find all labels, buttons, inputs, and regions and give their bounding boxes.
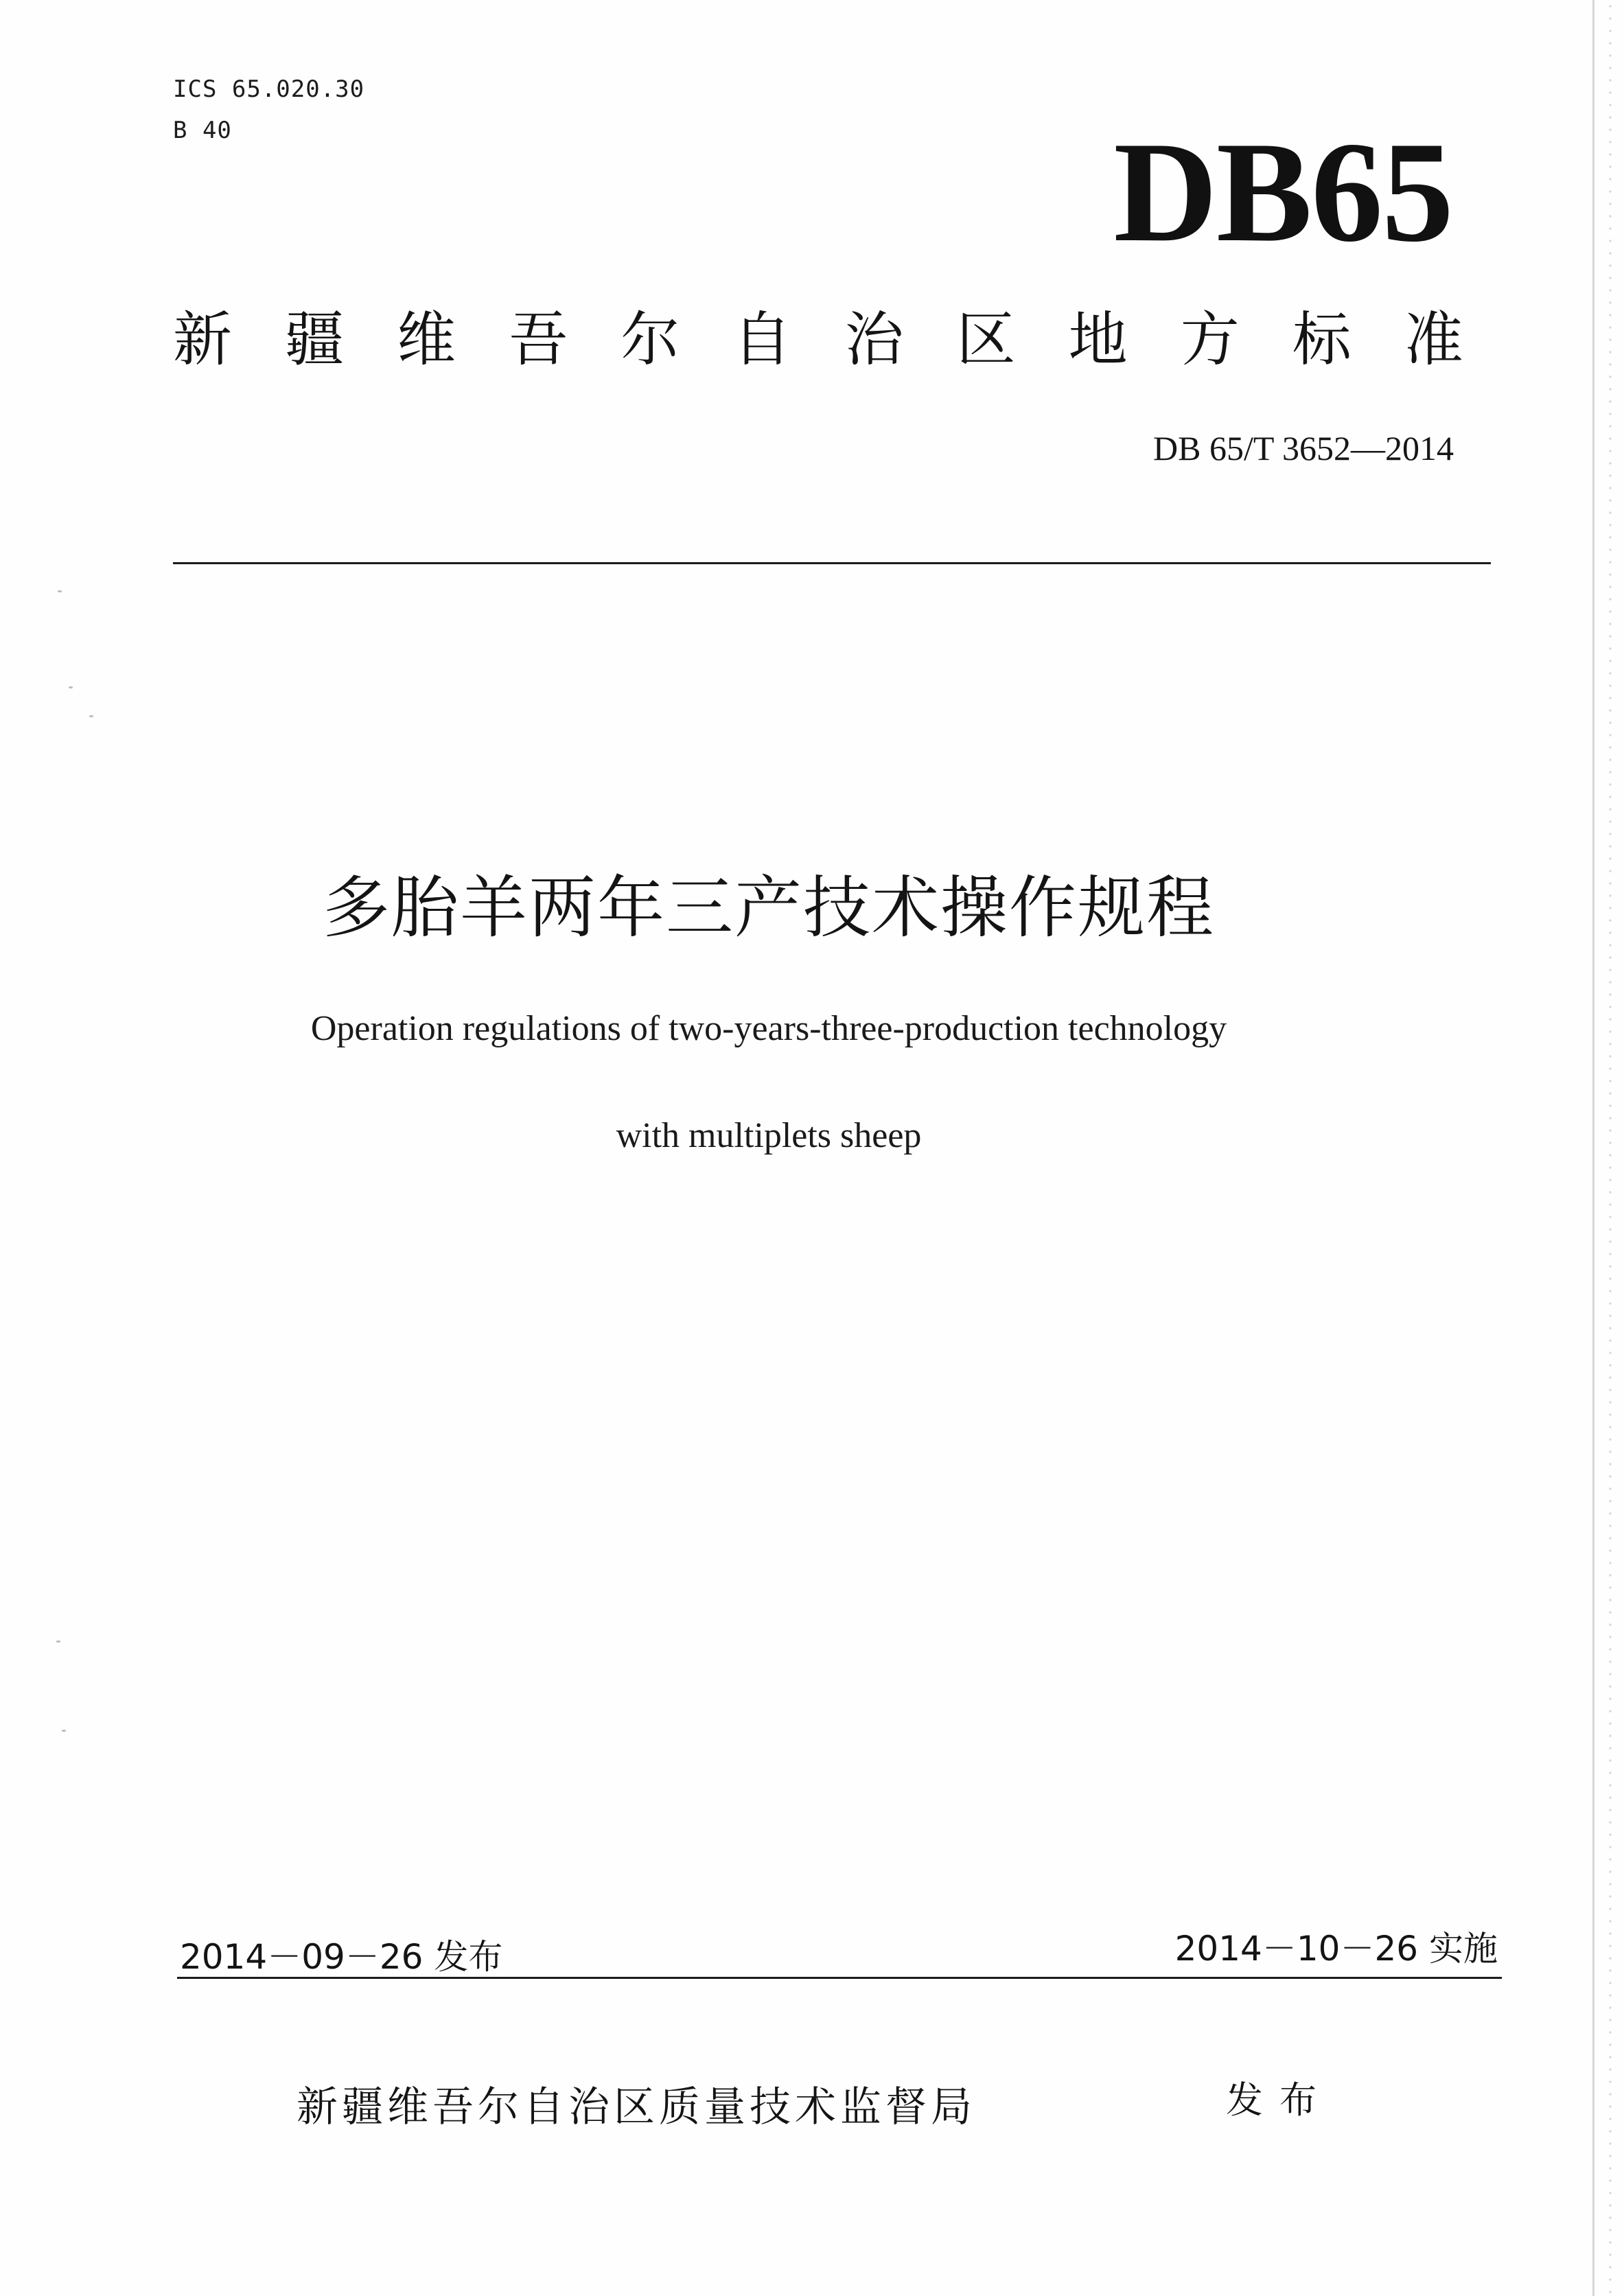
scan-speck <box>62 1730 66 1732</box>
issuer-title-char: 尔 <box>620 305 680 374</box>
issuer-title-char: 自 <box>732 305 792 374</box>
issuer-title-char: 吾 <box>509 305 568 374</box>
document-title-en-line2: with multiplets sheep <box>616 1116 922 1155</box>
issuer-title-char: 方 <box>1180 305 1240 374</box>
standard-number: DB 65/T 3652—2014 <box>1153 429 1454 467</box>
document-title-en-line1-wrap <box>0 1005 1592 1053</box>
publish-label: 发布 <box>1226 2078 1333 2122</box>
issuer-title <box>173 302 1463 378</box>
issue-date: 2014－09－26 发布 <box>180 1937 503 1977</box>
scan-edge-dots <box>1606 0 1614 2296</box>
footer-divider <box>177 1977 1502 1979</box>
issuer-title-char: 标 <box>1292 305 1352 374</box>
issuer-title-char: 维 <box>397 305 456 374</box>
scan-speck <box>89 715 93 717</box>
document-title-cn-wrap <box>0 863 1592 953</box>
scan-edge-line <box>1592 0 1594 2296</box>
standard-code-logo: DB65 <box>1113 113 1452 272</box>
scan-speck <box>69 686 73 688</box>
issuer-title-char: 准 <box>1404 305 1463 374</box>
document-title-en-line1: Operation regulations of two-years-three-production technology <box>310 1009 1227 1048</box>
implementation-date: 2014－10－26 实施 <box>1174 1929 1498 1969</box>
ics-code: ICS 65.020.30 <box>173 76 365 103</box>
issuer-title-char: 疆 <box>285 305 345 374</box>
issuer-title-char: 治 <box>844 305 904 374</box>
issuer-title-char: 区 <box>956 305 1016 374</box>
publisher-name: 新疆维吾尔自治区质量技术监督局 <box>297 2083 976 2131</box>
issuer-title-char: 地 <box>1068 305 1128 374</box>
issuer-title-char: 新 <box>173 305 232 374</box>
ccs-code: B 40 <box>173 117 232 144</box>
header-divider <box>173 562 1491 564</box>
document-title-en-line2-wrap <box>0 1112 1592 1160</box>
classification-codes <box>173 69 364 151</box>
scan-speck <box>58 590 62 592</box>
scan-speck <box>56 1640 60 1643</box>
document-title-cn: 多胎羊两年三产技术操作规程 <box>322 869 1215 947</box>
